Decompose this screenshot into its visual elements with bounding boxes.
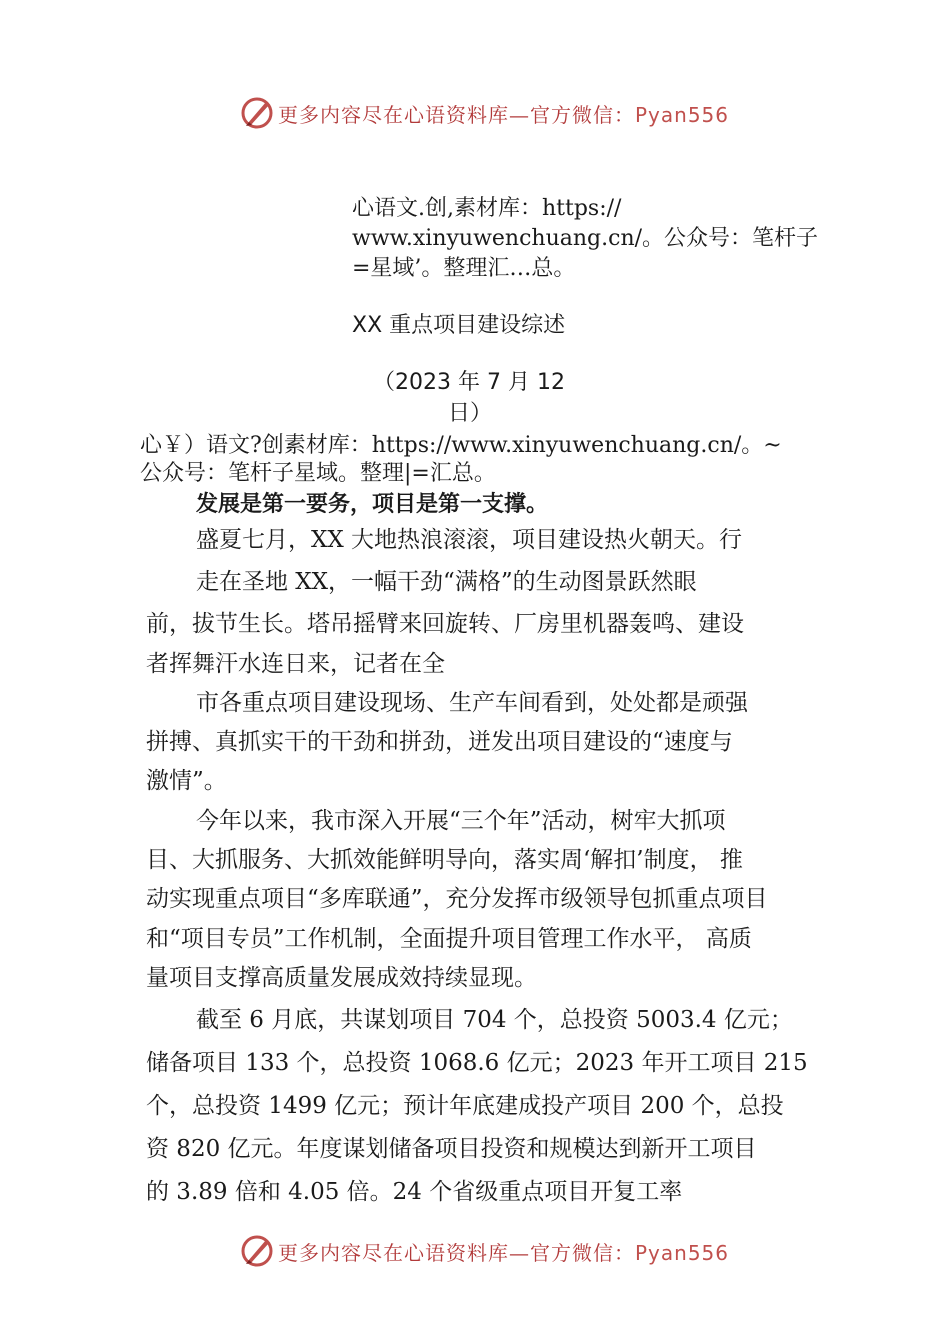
footer-banner (240, 1234, 729, 1268)
intro-line: www.xinyuwenchuang.cn/。公众号：笔杆子 (352, 226, 819, 251)
paragraph-line: 走在圣地 XX，一幅干劲“满格”的生动图景跃然眼 (196, 569, 697, 595)
wechat-id: Pyan556 (635, 1240, 730, 1265)
header-banner (240, 96, 729, 130)
wechat-id: Pyan556 (635, 102, 730, 127)
pen-logo-icon (240, 96, 274, 130)
paragraph-line: 个，总投资 1499 亿元；预计年底建成投产项目 200 个，总投 (146, 1093, 784, 1119)
paragraph-line: 的 3.89 倍和 4.05 倍。24 个省级重点项目开复工率 (146, 1179, 683, 1205)
source-line: 心￥）语文?创素材库：https://www.xinyuwenchuang.cn/。~ (140, 433, 782, 458)
paragraph-line: 盛夏七月，XX 大地热浪滚滚，项目建设热火朝天。行 (196, 527, 743, 553)
date-line: 日） (448, 401, 493, 426)
paragraph-line: 目、大抓服务、大抓效能鲜明导向，落实周‘解扣’制度， 推 (146, 847, 743, 873)
paragraph-line: 资 820 亿元。年度谋划储备项目投资和规模达到新开工项目 (146, 1136, 757, 1162)
paragraph-line: 拼搏、真抓实干的干劲和拼劲，迸发出项目建设的“速度与 (146, 729, 733, 755)
paragraph-line: 和“项目专员”工作机制，全面提升项目管理工作水平， 高质 (146, 926, 752, 952)
paragraph-line: 动实现重点项目“多库联通”，充分发挥市级领导包抓重点项目 (146, 886, 768, 912)
paragraph-line: 量项目支撑高质量发展成效持续显现。 (146, 965, 537, 991)
paragraph-line: 市各重点项目建设现场、生产车间看到，处处都是顽强 (196, 690, 748, 716)
banner-text: 更多内容尽在心语资料库—官方微信：Pyan556 (278, 102, 730, 127)
paragraph-line: 激情”。 (146, 768, 227, 794)
banner-text: 更多内容尽在心语资料库—官方微信：Pyan556 (278, 1240, 730, 1265)
date-line: （2023 年 7 月 12 (373, 370, 565, 395)
paragraph-line: 储备项目 133 个，总投资 1068.6 亿元；2023 年开工项目 215 (146, 1050, 808, 1076)
paragraph-line: 前，拔节生长。塔吊摇臂来回旋转、厂房里机器轰鸣、建设 (146, 611, 744, 637)
document-title: XX 重点项目建设综述 (352, 313, 566, 338)
lead-sentence: 发展是第一要务，项目是第一支撑。 (196, 492, 549, 517)
paragraph-line: 今年以来，我市深入开展“三个年”活动，树牢大抓项 (196, 808, 726, 834)
source-line: 公众号：笔杆子星域。整理|=汇总。 (140, 461, 496, 486)
intro-line: =星域’。整理汇…总。 (352, 256, 576, 281)
paragraph-line: 者挥舞汗水连日来，记者在全 (146, 651, 445, 677)
intro-line: 心语文.创,素材库：https:// (352, 196, 622, 221)
paragraph-line: 截至 6 月底，共谋划项目 704 个，总投资 5003.4 亿元； (196, 1007, 793, 1033)
pen-logo-icon (240, 1234, 274, 1268)
